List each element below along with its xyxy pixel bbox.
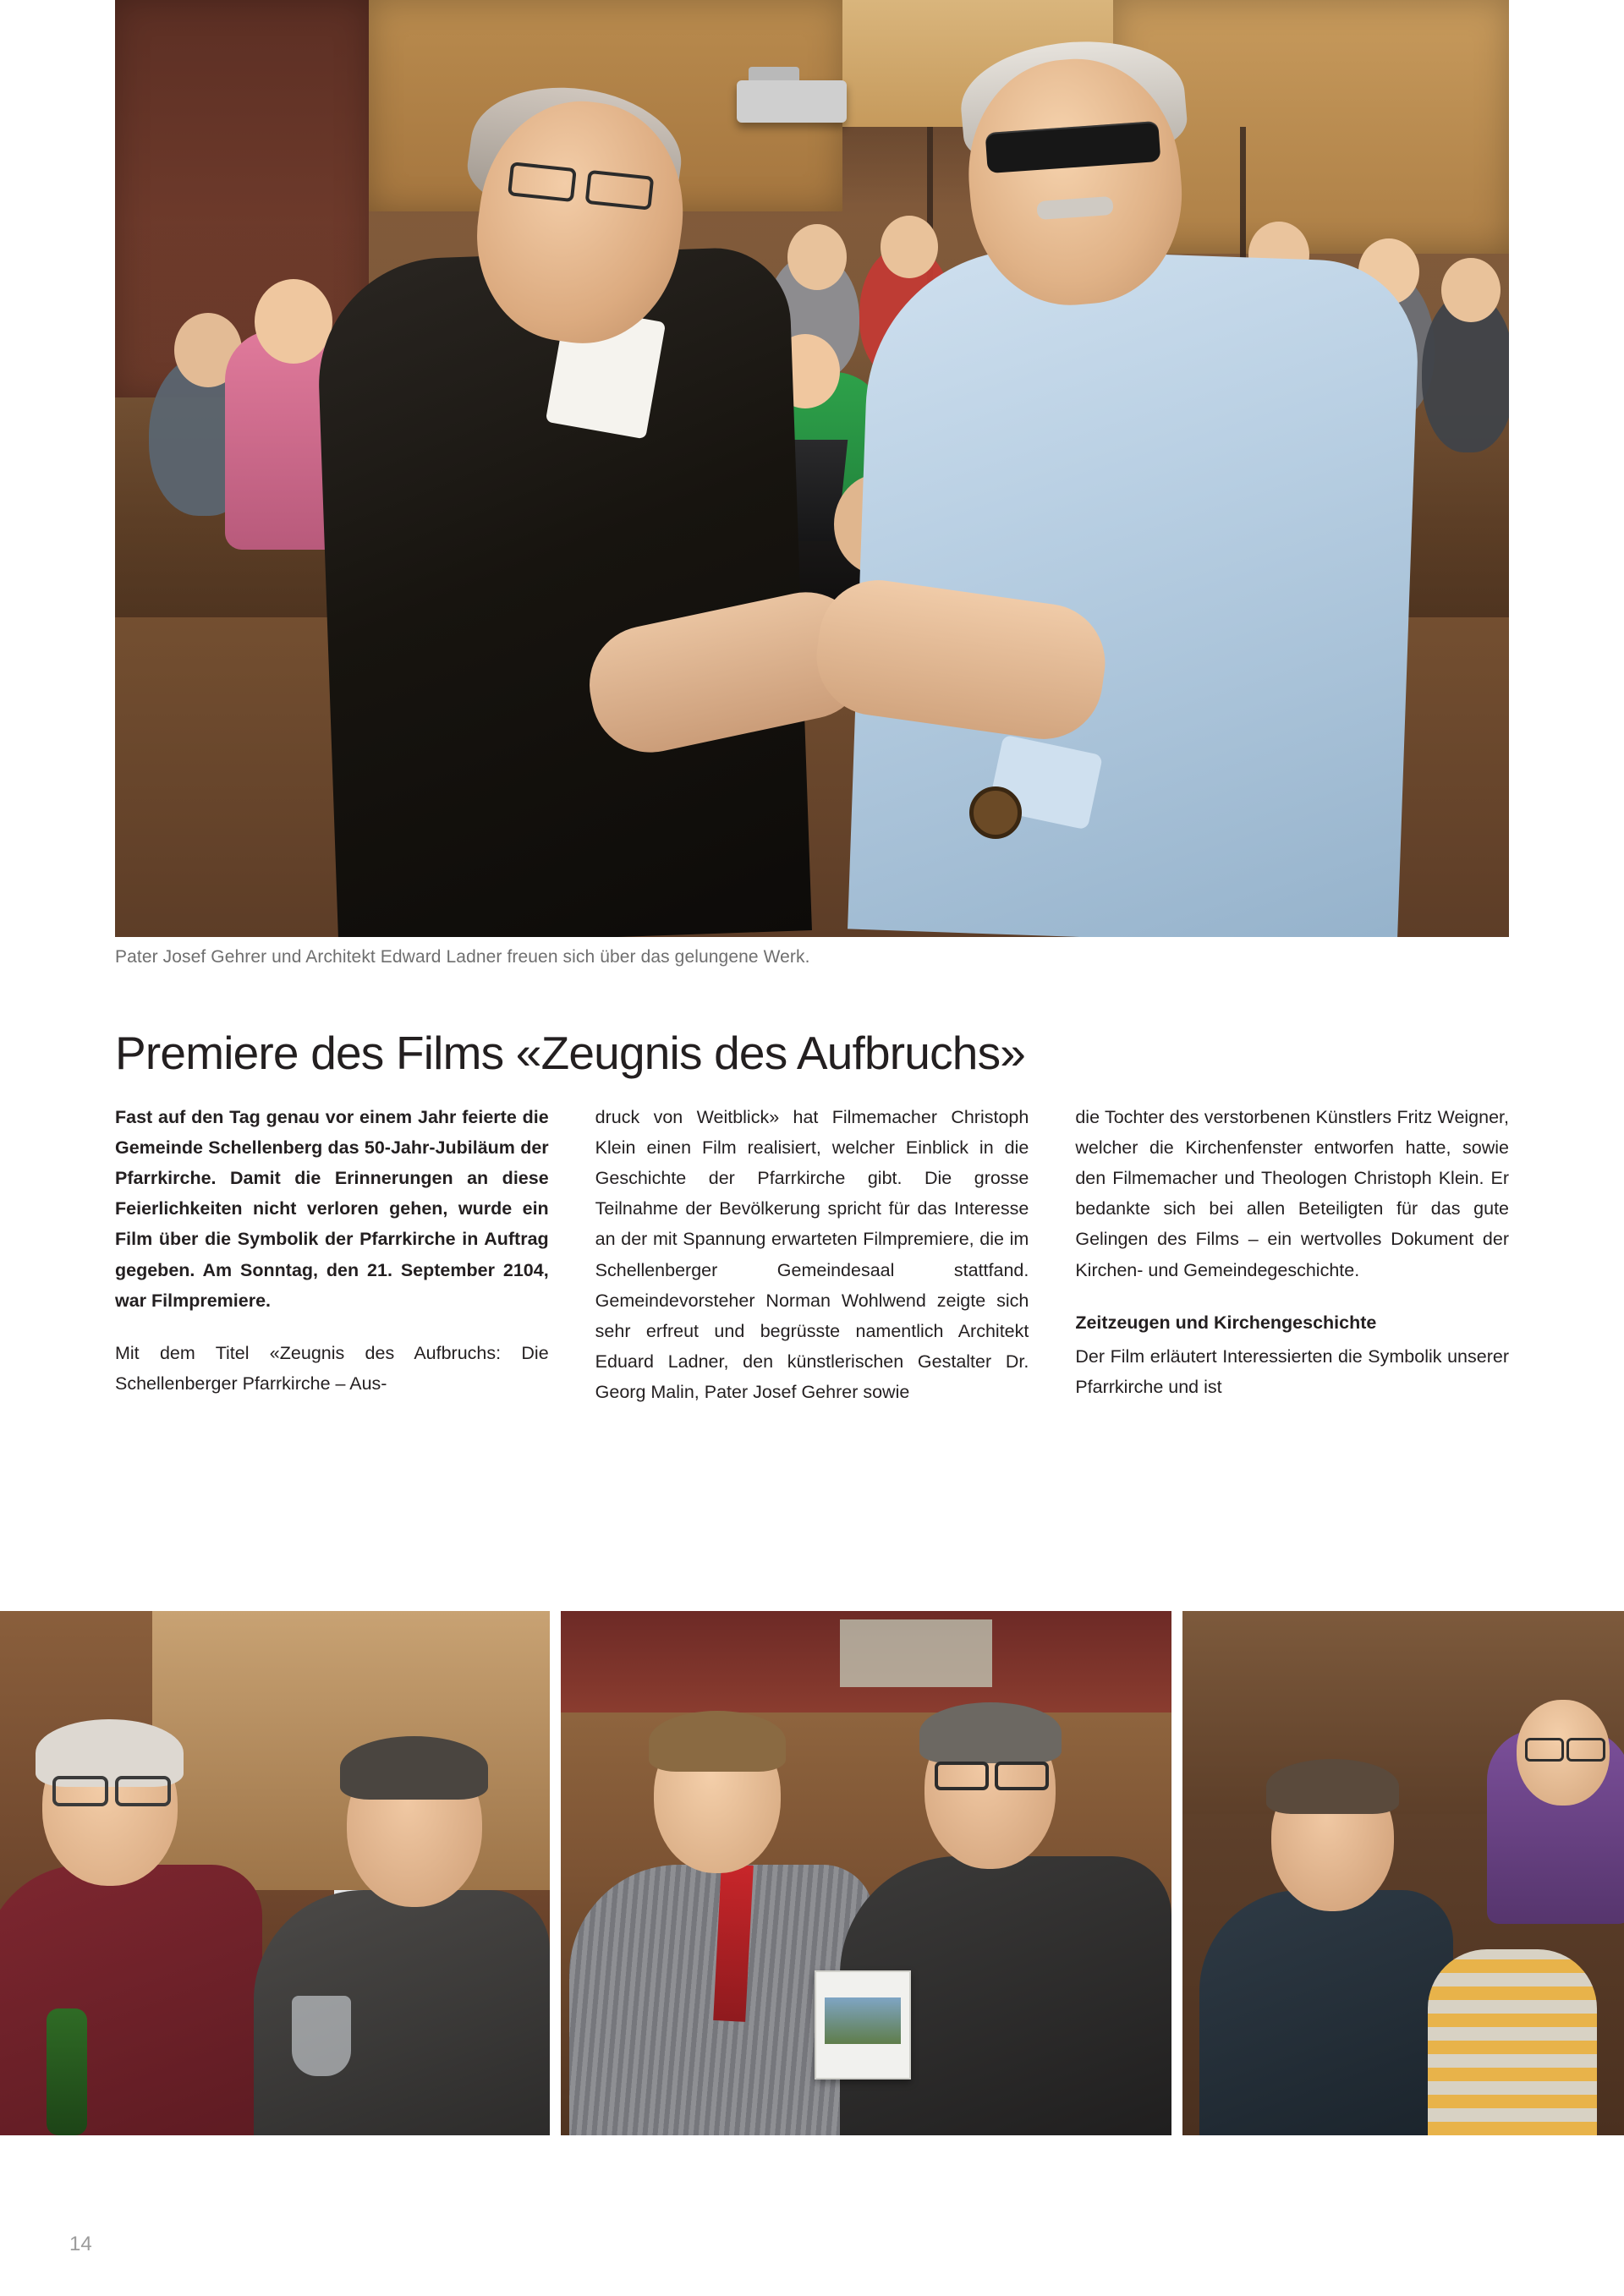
body-paragraph: Der Film erläutert Interessierten die Symbolik unserer Pfarrkirche und ist bbox=[1075, 1345, 1510, 1397]
photo2-person-right-hair bbox=[919, 1702, 1062, 1763]
body-paragraph: druck von Weitblick» hat Filmemacher Christoph Klein einen Film realisiert, welcher Einblick in die Geschichte der Pfarrkirche gibt. Die grosse Teilnahme der Bevölkerung spricht für das Interesse an der mit Spannung erwarteten Filmpremiere, die im Schellenberger Gemeindesaal stattfand. Gemeindevorsteher Norman Wohlwend zeigte sich sehr erfreut und begrüsste namentlich Architekt Eduard Ladner, den künstlerischen Gestalter Dr. Georg Malin, Pater Josef Gehrer sowie bbox=[595, 1107, 1029, 1402]
article-columns bbox=[115, 1102, 1509, 1429]
hero-scene bbox=[115, 0, 1509, 937]
photo-audience bbox=[1182, 1611, 1624, 2135]
hero-photograph bbox=[115, 0, 1509, 937]
lead-paragraph: Fast auf den Tag genau vor einem Jahr feierte die Gemeinde Schellenberg das 50-Jahr-Jubiläum der Pfarrkirche. Damit die Erinnerungen an diese Feierlichkeiten nicht verloren gehen, wurde ein Film über die Symbolik der Pfarrkirche in Auftrag gegeben. Am Sonntag, den 21. September 2104, war Filmpremiere. bbox=[115, 1107, 549, 1311]
photo-two-guests bbox=[0, 1611, 550, 2135]
page-title: Premiere des Films «Zeugnis des Aufbruchs» bbox=[115, 1026, 1026, 1079]
dvd-case bbox=[815, 1970, 911, 2080]
audience-head bbox=[881, 216, 938, 278]
audience-head bbox=[255, 279, 332, 364]
photo2-window bbox=[840, 1619, 992, 1687]
body-paragraph: die Tochter des verstorbenen Künstlers Fritz Weigner, welcher die Kirchenfenster entworfen hatte, sowie den Filmemacher und Theologen Christoph Klein. Er bedankte sich bei allen Beteiligten für das gute Gelingen des Films – ein wertvolles Dokument der Kirchen- und Gemeindegeschichte. bbox=[1075, 1107, 1510, 1280]
section-subheading: Zeitzeugen und Kirchengeschichte bbox=[1075, 1312, 1377, 1333]
body-paragraph: Mit dem Titel «Zeugnis des Aufbruchs: Die Schellenberger Pfarrkirche – Aus- bbox=[115, 1342, 549, 1394]
photo3-child bbox=[1428, 1949, 1597, 2135]
article-column-1 bbox=[115, 1102, 549, 1429]
photo3-person-man-hair bbox=[1266, 1759, 1399, 1814]
photo1-person-left-body bbox=[0, 1865, 262, 2135]
audience-head bbox=[787, 224, 847, 290]
article-column-2 bbox=[595, 1102, 1029, 1429]
photo3-person-man-body bbox=[1199, 1890, 1453, 2135]
photo-strip bbox=[0, 1611, 1624, 2135]
beer-bottle bbox=[47, 2008, 87, 2135]
page-number: 14 bbox=[69, 2233, 92, 2255]
photo2-person-left-hair bbox=[649, 1711, 786, 1772]
audience-head bbox=[1441, 258, 1501, 322]
article-column-3 bbox=[1075, 1102, 1509, 1429]
eyeglasses-icon bbox=[935, 1762, 1049, 1785]
photo1-person-right-hair bbox=[340, 1736, 488, 1800]
eyeglasses-icon bbox=[52, 1776, 171, 1801]
ceiling-projector bbox=[737, 80, 847, 123]
photo-dvd-handover bbox=[561, 1611, 1171, 2135]
wristwatch bbox=[969, 786, 1022, 839]
photo-caption: Pater Josef Gehrer und Architekt Edward Ladner freuen sich über das gelungene Werk. bbox=[115, 947, 810, 967]
wine-glass bbox=[292, 1996, 351, 2076]
eyeglasses-icon bbox=[1525, 1738, 1605, 1758]
